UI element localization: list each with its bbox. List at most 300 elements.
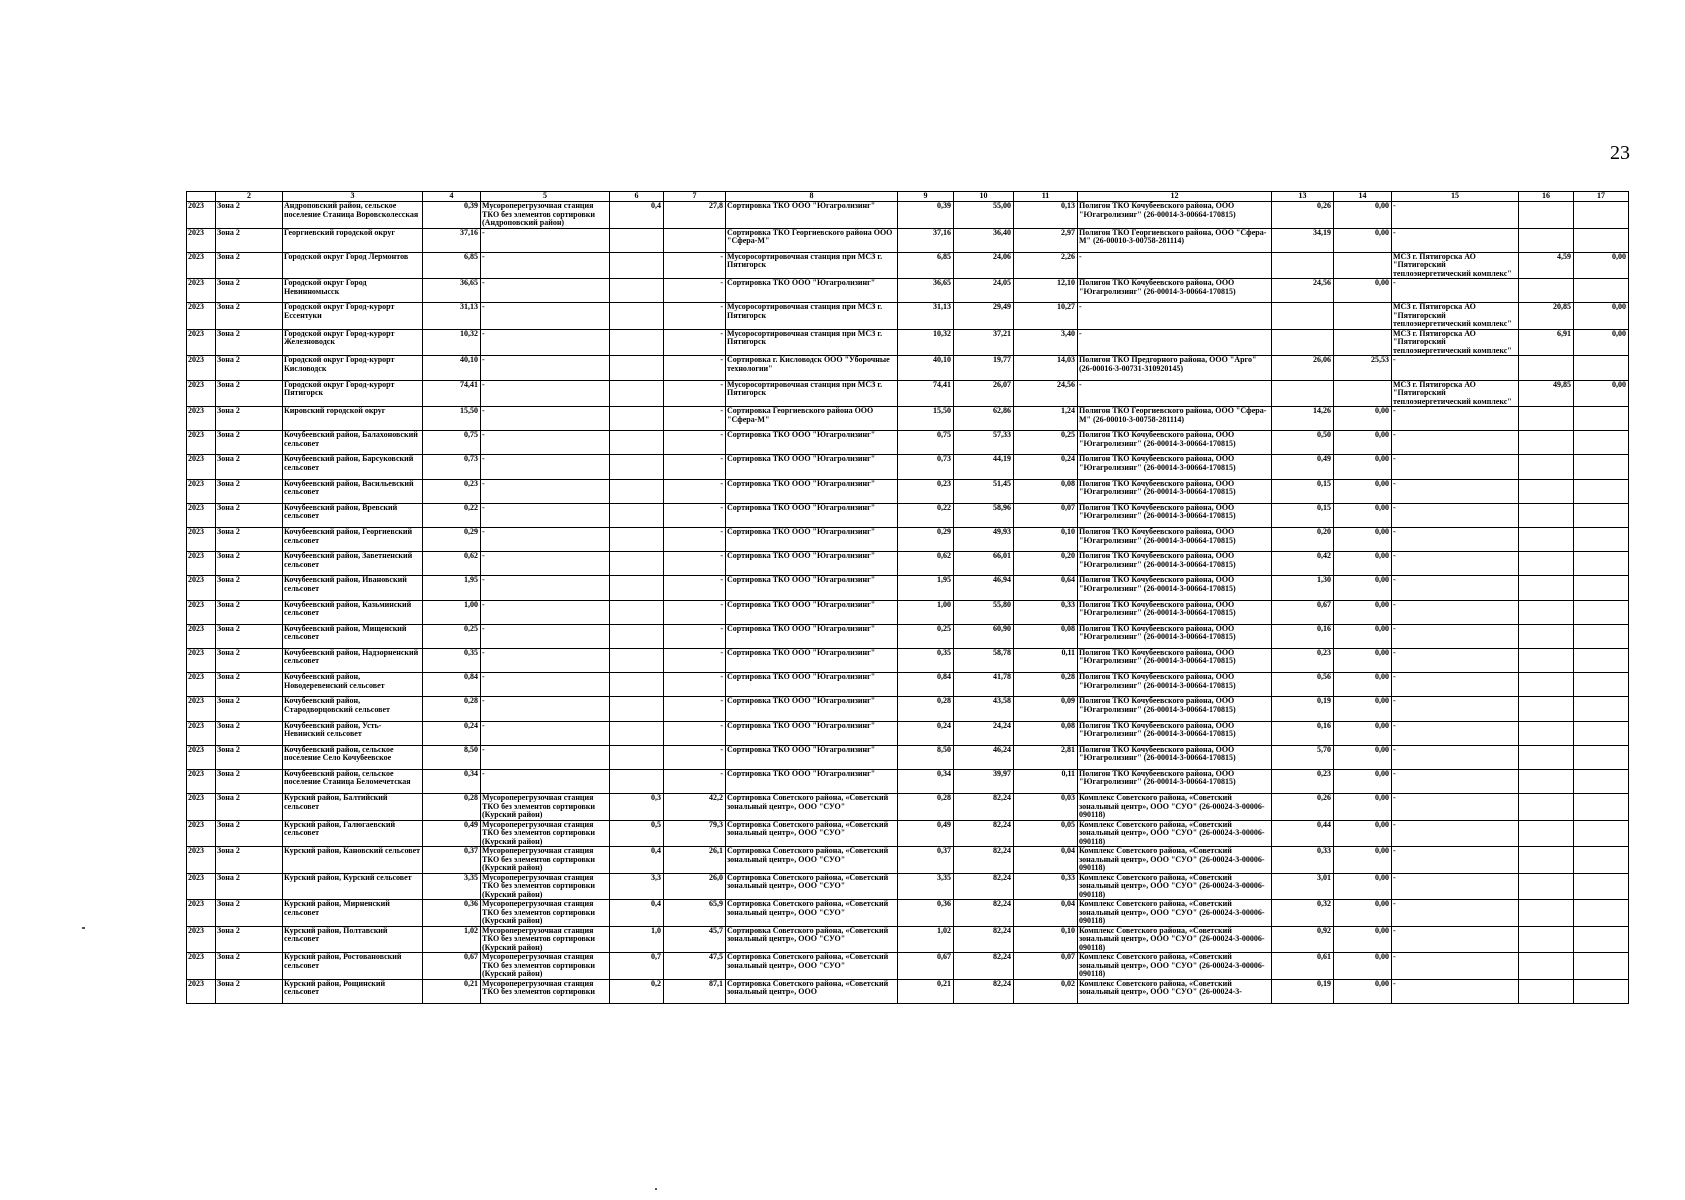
table-row [187, 528, 1629, 552]
table-cell-col3: Курский район, Мирненский сельсовет [283, 900, 423, 927]
table-cell-col1: 2023 [187, 431, 216, 455]
table-row [187, 697, 1629, 721]
column-number-7: 7 [664, 192, 726, 202]
table-cell-col14: 0,00 [1334, 528, 1392, 552]
table-cell-col8: Сортировка ТКО ООО "Югагролизинг" [726, 479, 898, 503]
table-row [187, 953, 1629, 980]
table-cell-col16 [1519, 721, 1574, 745]
table-cell-col8: Сортировка Советского района, «Советский зональный центр», ООО "СУО" [726, 926, 898, 953]
table-cell-col15: - [1392, 600, 1519, 624]
table-cell-col13: 0,19 [1272, 979, 1334, 1003]
table-row [187, 900, 1629, 927]
table-cell-col11: 0,24 [1014, 455, 1078, 479]
table-cell-col9: 37,16 [898, 228, 954, 252]
table-cell-col4: 0,35 [423, 648, 481, 672]
table-cell-col8: Сортировка ТКО ООО "Югагролизинг" [726, 503, 898, 527]
scan-speck [655, 1188, 657, 1190]
table-cell-col7: - [664, 624, 726, 648]
table-row [187, 303, 1629, 330]
table-cell-col1: 2023 [187, 503, 216, 527]
table-cell-col6 [610, 600, 664, 624]
table-cell-col5: - [481, 252, 610, 279]
table-cell-col6 [610, 528, 664, 552]
table-cell-col9: 3,35 [898, 873, 954, 900]
table-cell-col7: - [664, 455, 726, 479]
table-cell-col17 [1574, 820, 1629, 847]
table-cell-col9: 1,95 [898, 576, 954, 600]
table-cell-col7: 26,1 [664, 847, 726, 874]
table-cell-col8: Мусоросортировочная станция при МСЗ г. Пятигорск [726, 329, 898, 356]
table-cell-col13: 26,06 [1272, 356, 1334, 380]
table-cell-col17 [1574, 407, 1629, 431]
column-number-13: 13 [1272, 192, 1334, 202]
table-cell-col16 [1519, 769, 1574, 793]
table-cell-col11: 12,10 [1014, 279, 1078, 303]
table-cell-col9: 0,28 [898, 697, 954, 721]
table-cell-col17 [1574, 356, 1629, 380]
table-cell-col5: Мусороперегрузочная станция ТКО без элементов сортировки (Курский район) [481, 900, 610, 927]
table-cell-col4: 0,37 [423, 847, 481, 874]
table-cell-col17 [1574, 745, 1629, 769]
table-cell-col17 [1574, 503, 1629, 527]
table-row [187, 455, 1629, 479]
table-cell-col4: 0,21 [423, 979, 481, 1003]
table-cell-col11: 2,81 [1014, 745, 1078, 769]
table-cell-col10: 24,06 [954, 252, 1014, 279]
table-cell-col5: - [481, 503, 610, 527]
table-cell-col14: 0,00 [1334, 769, 1392, 793]
table-cell-col7 [664, 228, 726, 252]
table-cell-col11: 0,08 [1014, 479, 1078, 503]
table-cell-col14 [1334, 303, 1392, 330]
table-row [187, 479, 1629, 503]
table-cell-col2: Зона 2 [216, 455, 283, 479]
table-cell-col16 [1519, 847, 1574, 874]
table-cell-col16 [1519, 673, 1574, 697]
table-cell-col4: 0,73 [423, 455, 481, 479]
table-cell-col10: 46,24 [954, 745, 1014, 769]
table-cell-col9: 0,34 [898, 769, 954, 793]
table-cell-col7: - [664, 721, 726, 745]
column-number-5: 5 [481, 192, 610, 202]
table-cell-col1: 2023 [187, 673, 216, 697]
table-cell-col12: Комплекс Советского района, «Советский зональный центр», ООО "СУО" (26-00024-3-00006-090118) [1078, 820, 1272, 847]
table-row [187, 329, 1629, 356]
table-cell-col8: Сортировка ТКО ООО "Югагролизинг" [726, 600, 898, 624]
table-cell-col9: 0,67 [898, 953, 954, 980]
table-cell-col14: 0,00 [1334, 873, 1392, 900]
table-cell-col3: Кочубеевский район, сельское поселение Село Кочубеевское [283, 745, 423, 769]
table-cell-col17 [1574, 202, 1629, 229]
table-cell-col10: 82,24 [954, 953, 1014, 980]
table-cell-col11: 0,64 [1014, 576, 1078, 600]
table-body [187, 202, 1629, 1004]
table-cell-col12: Полигон ТКО Кочубеевского района, ООО "Югагролизинг" (26-00014-3-00664-170815) [1078, 503, 1272, 527]
table-cell-col9: 10,32 [898, 329, 954, 356]
table-cell-col4: 0,28 [423, 697, 481, 721]
table-cell-col8: Сортировка Советского района, «Советский зональный центр», ООО "СУО" [726, 847, 898, 874]
table-cell-col12: Полигон ТКО Кочубеевского района, ООО "Югагролизинг" (26-00014-3-00664-170815) [1078, 202, 1272, 229]
table-cell-col6 [610, 697, 664, 721]
table-cell-col12: Комплекс Советского района, «Советский зональный центр», ООО "СУО" (26-00024-3-00006-090118) [1078, 847, 1272, 874]
table-cell-col17 [1574, 847, 1629, 874]
table-cell-col16 [1519, 407, 1574, 431]
table-cell-col1: 2023 [187, 552, 216, 576]
table-cell-col10: 39,97 [954, 769, 1014, 793]
table-cell-col6: 0,2 [610, 979, 664, 1003]
table-cell-col9: 0,25 [898, 624, 954, 648]
table-cell-col3: Кочубеевский район, Васильевский сельсовет [283, 479, 423, 503]
table-cell-col14: 0,00 [1334, 431, 1392, 455]
table-cell-col12: Полигон ТКО Кочубеевского района, ООО "Югагролизинг" (26-00014-3-00664-170815) [1078, 279, 1272, 303]
table-cell-col4: 40,10 [423, 356, 481, 380]
table-cell-col14: 0,00 [1334, 697, 1392, 721]
table-cell-col17 [1574, 624, 1629, 648]
table-cell-col17: 0,00 [1574, 252, 1629, 279]
table-cell-col3: Кочубеевский район, Ивановский сельсовет [283, 576, 423, 600]
table-cell-col14: 0,00 [1334, 228, 1392, 252]
table-cell-col17: 0,00 [1574, 329, 1629, 356]
table-cell-col11: 0,10 [1014, 926, 1078, 953]
table-cell-col11: 0,07 [1014, 953, 1078, 980]
table-cell-col14: 0,00 [1334, 576, 1392, 600]
table-cell-col14: 0,00 [1334, 648, 1392, 672]
table-row [187, 228, 1629, 252]
table-cell-col14: 0,00 [1334, 979, 1392, 1003]
table-cell-col15: - [1392, 794, 1519, 821]
table-cell-col17 [1574, 794, 1629, 821]
table-cell-col8: Мусоросортировочная станция при МСЗ г. Пятигорск [726, 303, 898, 330]
table-cell-col7: - [664, 697, 726, 721]
table-cell-col10: 62,86 [954, 407, 1014, 431]
table-cell-col1: 2023 [187, 926, 216, 953]
table-cell-col9: 0,35 [898, 648, 954, 672]
table-cell-col1: 2023 [187, 697, 216, 721]
table-cell-col1: 2023 [187, 820, 216, 847]
table-cell-col13 [1272, 303, 1334, 330]
table-cell-col8: Мусоросортировочная станция при МСЗ г. Пятигорск [726, 380, 898, 407]
table-cell-col3: Кочубеевский район, Казьминский сельсовет [283, 600, 423, 624]
table-row [187, 552, 1629, 576]
table-cell-col17 [1574, 900, 1629, 927]
table-cell-col4: 31,13 [423, 303, 481, 330]
table-cell-col11: 1,24 [1014, 407, 1078, 431]
table-cell-col5: Мусороперегрузочная станция ТКО без элементов сортировки (Андроповский район) [481, 202, 610, 229]
table-cell-col16: 49,85 [1519, 380, 1574, 407]
table-cell-col10: 82,24 [954, 979, 1014, 1003]
table-cell-col2: Зона 2 [216, 900, 283, 927]
table-cell-col11: 0,04 [1014, 847, 1078, 874]
table-row [187, 503, 1629, 527]
table-cell-col12: Полигон ТКО Кочубеевского района, ООО "Югагролизинг" (26-00014-3-00664-170815) [1078, 745, 1272, 769]
table-cell-col16 [1519, 900, 1574, 927]
table-cell-col1: 2023 [187, 979, 216, 1003]
table-cell-col13: 0,33 [1272, 847, 1334, 874]
table-cell-col15: - [1392, 228, 1519, 252]
table-cell-col6 [610, 769, 664, 793]
table-cell-col4: 0,34 [423, 769, 481, 793]
table-cell-col13: 0,16 [1272, 624, 1334, 648]
table-cell-col8: Сортировка ТКО ООО "Югагролизинг" [726, 455, 898, 479]
table-cell-col16 [1519, 648, 1574, 672]
table-cell-col6: 0,4 [610, 202, 664, 229]
table-cell-col16 [1519, 228, 1574, 252]
table-cell-col5: Мусороперегрузочная станция ТКО без элементов сортировки (Курский район) [481, 926, 610, 953]
table-cell-col4: 37,16 [423, 228, 481, 252]
table-cell-col5: - [481, 721, 610, 745]
table-cell-col3: Курский район, Рощинский сельсовет [283, 979, 423, 1003]
table-cell-col12: Полигон ТКО Кочубеевского района, ООО "Югагролизинг" (26-00014-3-00664-170815) [1078, 624, 1272, 648]
table-row [187, 407, 1629, 431]
table-cell-col7: - [664, 380, 726, 407]
table-cell-col10: 82,24 [954, 847, 1014, 874]
table-cell-col14: 0,00 [1334, 624, 1392, 648]
table-cell-col14: 25,53 [1334, 356, 1392, 380]
table-cell-col1: 2023 [187, 847, 216, 874]
table-cell-col15: - [1392, 624, 1519, 648]
table-cell-col16 [1519, 479, 1574, 503]
table-cell-col2: Зона 2 [216, 303, 283, 330]
table-cell-col17: 0,00 [1574, 303, 1629, 330]
table-cell-col8: Сортировка Советского района, «Советский зональный центр», ООО "СУО" [726, 794, 898, 821]
table-cell-col10: 58,96 [954, 503, 1014, 527]
table-cell-col4: 0,84 [423, 673, 481, 697]
table-cell-col9: 0,29 [898, 528, 954, 552]
table-cell-col10: 57,33 [954, 431, 1014, 455]
table-cell-col5: - [481, 431, 610, 455]
table-cell-col12: Полигон ТКО Кочубеевского района, ООО "Югагролизинг" (26-00014-3-00664-170815) [1078, 648, 1272, 672]
table-cell-col1: 2023 [187, 648, 216, 672]
table-cell-col14: 0,00 [1334, 455, 1392, 479]
table-cell-col15: - [1392, 455, 1519, 479]
table-cell-col13 [1272, 252, 1334, 279]
table-cell-col13 [1272, 380, 1334, 407]
table-cell-col1: 2023 [187, 900, 216, 927]
table-cell-col6 [610, 648, 664, 672]
table-cell-col4: 1,00 [423, 600, 481, 624]
table-cell-col5: - [481, 228, 610, 252]
table-cell-col13: 0,23 [1272, 648, 1334, 672]
table-cell-col15: - [1392, 479, 1519, 503]
table-cell-col14: 0,00 [1334, 794, 1392, 821]
table-cell-col12: - [1078, 252, 1272, 279]
table-cell-col11: 0,09 [1014, 697, 1078, 721]
table-cell-col10: 46,94 [954, 576, 1014, 600]
table-cell-col4: 0,75 [423, 431, 481, 455]
table-cell-col6 [610, 673, 664, 697]
table-cell-col7: 65,9 [664, 900, 726, 927]
table-cell-col7: - [664, 648, 726, 672]
table-cell-col7: 42,2 [664, 794, 726, 821]
column-number-14: 14 [1334, 192, 1392, 202]
table-cell-col5: Мусороперегрузочная станция ТКО без элементов сортировки (Курский район) [481, 794, 610, 821]
table-cell-col5: Мусороперегрузочная станция ТКО без элементов сортировки (Курский район) [481, 953, 610, 980]
column-number-4: 4 [423, 192, 481, 202]
table-cell-col7: 79,3 [664, 820, 726, 847]
table-cell-col4: 0,29 [423, 528, 481, 552]
table-cell-col6 [610, 721, 664, 745]
table-cell-col7: 47,5 [664, 953, 726, 980]
table-cell-col16: 20,85 [1519, 303, 1574, 330]
table-cell-col15: - [1392, 279, 1519, 303]
table-cell-col16 [1519, 979, 1574, 1003]
table-cell-col13: 0,26 [1272, 794, 1334, 821]
table-cell-col13: 0,42 [1272, 552, 1334, 576]
table-cell-col3: Курский район, Балтийский сельсовет [283, 794, 423, 821]
table-cell-col15: МСЗ г. Пятигорска АО "Пятигорский теплоэнергетический комплекс" [1392, 303, 1519, 330]
table-cell-col6 [610, 380, 664, 407]
table-cell-col6 [610, 279, 664, 303]
table-cell-col15: - [1392, 431, 1519, 455]
column-number-15: 15 [1392, 192, 1519, 202]
table-cell-col1: 2023 [187, 528, 216, 552]
table-cell-col16 [1519, 455, 1574, 479]
table-cell-col2: Зона 2 [216, 431, 283, 455]
table-cell-col13: 0,26 [1272, 202, 1334, 229]
table-cell-col7: - [664, 303, 726, 330]
table-cell-col14: 0,00 [1334, 503, 1392, 527]
table-cell-col3: Кочубеевский район, Заветненский сельсовет [283, 552, 423, 576]
table-cell-col6 [610, 479, 664, 503]
table-cell-col1: 2023 [187, 252, 216, 279]
table-cell-col4: 1,95 [423, 576, 481, 600]
table-cell-col13: 24,56 [1272, 279, 1334, 303]
table-cell-col14: 0,00 [1334, 202, 1392, 229]
table-cell-col10: 26,07 [954, 380, 1014, 407]
table-cell-col5: - [481, 356, 610, 380]
table-cell-col2: Зона 2 [216, 624, 283, 648]
table-cell-col3: Городской округ Город-курорт Ессентуки [283, 303, 423, 330]
table-cell-col15: - [1392, 673, 1519, 697]
column-number-10: 10 [954, 192, 1014, 202]
table-cell-col17 [1574, 926, 1629, 953]
table-cell-col7: 27,8 [664, 202, 726, 229]
table-cell-col15: - [1392, 820, 1519, 847]
table-cell-col11: 3,40 [1014, 329, 1078, 356]
table-cell-col8: Сортировка ТКО ООО "Югагролизинг" [726, 528, 898, 552]
table-cell-col5: Мусороперегрузочная станция ТКО без элементов сортировки (Курский район) [481, 873, 610, 900]
table-cell-col2: Зона 2 [216, 329, 283, 356]
table-cell-col6 [610, 576, 664, 600]
table-cell-col16 [1519, 431, 1574, 455]
table-cell-col12: Полигон ТКО Кочубеевского района, ООО "Югагролизинг" (26-00014-3-00664-170815) [1078, 431, 1272, 455]
table-cell-col1: 2023 [187, 794, 216, 821]
table-cell-col1: 2023 [187, 479, 216, 503]
table-cell-col10: 37,21 [954, 329, 1014, 356]
table-cell-col9: 1,02 [898, 926, 954, 953]
table-cell-col15: - [1392, 769, 1519, 793]
table-cell-col7: - [664, 479, 726, 503]
table-cell-col10: 82,24 [954, 794, 1014, 821]
table-cell-col2: Зона 2 [216, 721, 283, 745]
table-cell-col15: МСЗ г. Пятигорска АО "Пятигорский теплоэнергетический комплекс" [1392, 380, 1519, 407]
table-cell-col12: Полигон ТКО Георгиевского района, ООО "Сфера-М" (26-00010-3-00758-281114) [1078, 407, 1272, 431]
table-cell-col8: Мусоросортировочная станция при МСЗ г. Пятигорск [726, 252, 898, 279]
table-cell-col2: Зона 2 [216, 252, 283, 279]
table-cell-col4: 10,32 [423, 329, 481, 356]
table-cell-col12: Комплекс Советского района, «Советский зональный центр», ООО "СУО" (26-00024-3-00006-090118) [1078, 926, 1272, 953]
table-cell-col12: - [1078, 329, 1272, 356]
table-cell-col8: Сортировка Георгиевского района ООО "Сфера-М" [726, 407, 898, 431]
table-cell-col16 [1519, 820, 1574, 847]
table-cell-col15: - [1392, 407, 1519, 431]
table-cell-col4: 36,65 [423, 279, 481, 303]
table-cell-col16 [1519, 624, 1574, 648]
table-cell-col3: Кировский городской округ [283, 407, 423, 431]
table-cell-col8: Сортировка г. Кисловодск ООО "Уборочные технологии" [726, 356, 898, 380]
table-cell-col13: 0,44 [1272, 820, 1334, 847]
table-row [187, 979, 1629, 1003]
table-cell-col15: - [1392, 979, 1519, 1003]
table-cell-col1: 2023 [187, 279, 216, 303]
table-cell-col8: Сортировка ТКО ООО "Югагролизинг" [726, 576, 898, 600]
table-cell-col3: Курский район, Ростовановский сельсовет [283, 953, 423, 980]
table-cell-col9: 0,37 [898, 847, 954, 874]
table-cell-col17 [1574, 552, 1629, 576]
table-cell-col14: 0,00 [1334, 552, 1392, 576]
table-row [187, 721, 1629, 745]
table-cell-col6 [610, 503, 664, 527]
waste-flow-table [186, 191, 1629, 1004]
table-cell-col12: Полигон ТКО Кочубеевского района, ООО "Югагролизинг" (26-00014-3-00664-170815) [1078, 600, 1272, 624]
table-cell-col14: 0,00 [1334, 279, 1392, 303]
table-cell-col15: - [1392, 552, 1519, 576]
table-cell-col16 [1519, 926, 1574, 953]
table-cell-col2: Зона 2 [216, 479, 283, 503]
table-cell-col11: 0,08 [1014, 624, 1078, 648]
table-cell-col8: Сортировка ТКО ООО "Югагролизинг" [726, 673, 898, 697]
table-cell-col10: 58,78 [954, 648, 1014, 672]
table-row [187, 820, 1629, 847]
column-number-17: 17 [1574, 192, 1629, 202]
table-cell-col8: Сортировка ТКО ООО "Югагролизинг" [726, 769, 898, 793]
table-cell-col7: - [664, 279, 726, 303]
table-cell-col6: 0,3 [610, 794, 664, 821]
table-cell-col15: - [1392, 503, 1519, 527]
table-cell-col15: - [1392, 528, 1519, 552]
table-cell-col2: Зона 2 [216, 979, 283, 1003]
table-cell-col5: - [481, 279, 610, 303]
table-cell-col16 [1519, 794, 1574, 821]
table-cell-col2: Зона 2 [216, 673, 283, 697]
table-row [187, 745, 1629, 769]
table-cell-col12: - [1078, 380, 1272, 407]
table-cell-col1: 2023 [187, 356, 216, 380]
table-cell-col7: - [664, 552, 726, 576]
table-cell-col17 [1574, 479, 1629, 503]
table-cell-col5: - [481, 552, 610, 576]
table-cell-col6: 1,0 [610, 926, 664, 953]
table-cell-col5: - [481, 769, 610, 793]
table-cell-col17 [1574, 528, 1629, 552]
table-cell-col3: Кочубеевский район, Стародворцовский сельсовет [283, 697, 423, 721]
table-cell-col2: Зона 2 [216, 926, 283, 953]
table-cell-col11: 0,33 [1014, 873, 1078, 900]
column-number-2: 2 [216, 192, 283, 202]
table-cell-col1: 2023 [187, 600, 216, 624]
table-cell-col6 [610, 356, 664, 380]
table-cell-col15: - [1392, 847, 1519, 874]
table-cell-col7: - [664, 673, 726, 697]
table-cell-col5: - [481, 303, 610, 330]
column-number-8: 8 [726, 192, 898, 202]
table-cell-col9: 0,49 [898, 820, 954, 847]
table-cell-col16 [1519, 356, 1574, 380]
column-number-1 [187, 192, 216, 202]
table-cell-col5: - [481, 745, 610, 769]
table-cell-col3: Курский район, Полтавский сельсовет [283, 926, 423, 953]
table-cell-col15: - [1392, 697, 1519, 721]
